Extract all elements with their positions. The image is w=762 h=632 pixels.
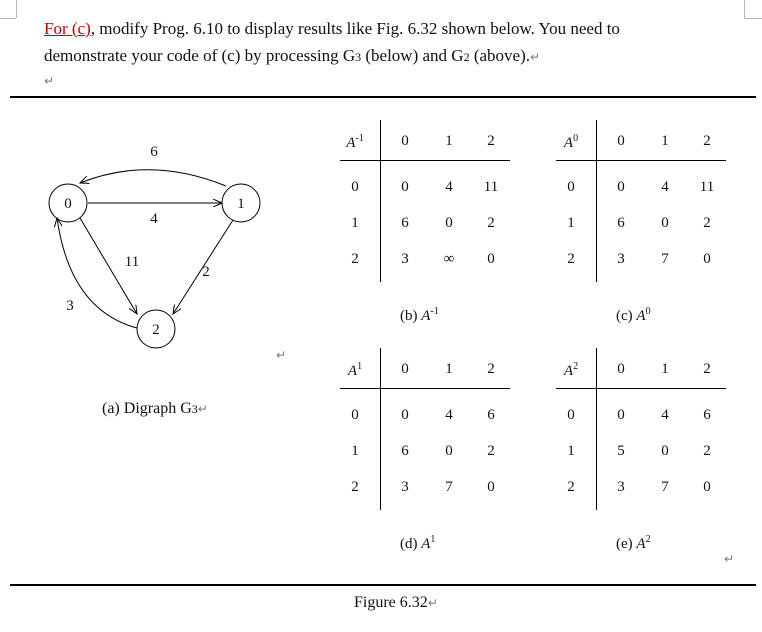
table-e-cell: 0	[661, 443, 669, 459]
table-d-cell: 6	[487, 407, 495, 423]
table-e-cell: 4	[661, 407, 669, 423]
table-c-cell: 2	[703, 215, 711, 231]
table-c-col-header: 1	[661, 133, 669, 149]
table-d-cell: 2	[487, 443, 495, 459]
node-2-label: 2	[152, 322, 160, 338]
crop-mark-top-left-h	[0, 18, 16, 19]
table-b-corner-base: A	[346, 135, 356, 151]
paragraph-line-1	[44, 19, 620, 39]
table-d-row-header: 0	[351, 407, 359, 423]
edge-label-2: 2	[202, 264, 210, 280]
table-b-cell: 0	[487, 251, 495, 267]
table-e-cell: 6	[703, 407, 711, 423]
table-d-row-header: 2	[351, 479, 359, 495]
table-e-caption-prefix: (e)	[616, 536, 637, 552]
table-e-cell: 2	[703, 443, 711, 459]
return-mark-right: ↵	[724, 552, 735, 566]
line1-text: , modify Prog. 6.10 to display results like Fig. 6.32 shown below. You need to	[90, 19, 620, 38]
table-b-caption-prefix: (b)	[400, 308, 422, 324]
table-c-row-header: 0	[567, 179, 575, 195]
table-b-row-header: 0	[351, 179, 359, 195]
crop-mark-top-left-v	[16, 0, 17, 18]
table-d-caption-base: A	[421, 536, 431, 552]
table-c-caption	[616, 306, 651, 325]
table-d-cell: 0	[487, 479, 495, 495]
table-d-col-header: 1	[445, 361, 453, 377]
edge-label-6: 6	[150, 144, 158, 160]
table-b-cell: ∞	[443, 251, 455, 267]
table-b-row-header: 1	[351, 215, 359, 231]
table-e-row-header: 2	[567, 479, 575, 495]
table-c-corner	[556, 130, 586, 152]
table-d-caption-prefix: (d)	[400, 536, 422, 552]
table-d-header-line	[340, 388, 510, 389]
line2-text-c: (above).	[469, 46, 530, 65]
table-c-cell: 0	[703, 251, 711, 267]
digraph-g3	[40, 130, 280, 360]
table-c-cell: 3	[617, 251, 625, 267]
table-d-col-header: 0	[401, 361, 409, 377]
table-e-col-header: 2	[703, 361, 711, 377]
table-e-cell: 0	[617, 407, 625, 423]
table-c-col-header: 2	[703, 133, 711, 149]
table-d-cell: 6	[401, 443, 409, 459]
table-b-col-header: 1	[445, 133, 453, 149]
table-e-corner-sup: 2	[573, 361, 579, 372]
table-b-cell: 3	[401, 251, 409, 267]
digraph-caption-sub: 3	[191, 402, 198, 416]
table-c-corner-sup: 0	[573, 133, 579, 144]
table-e-col-header: 1	[661, 361, 669, 377]
table-c-cell: 0	[617, 179, 625, 195]
paragraph-line-2	[44, 46, 540, 67]
table-d-cell: 4	[445, 407, 453, 423]
table-d-corner-base: A	[347, 363, 358, 379]
digraph-caption-text: (a) Digraph G	[102, 400, 192, 417]
table-c-cell: 11	[699, 179, 715, 195]
return-mark-empty-line: ↵	[44, 74, 55, 88]
table-d-row-line	[380, 348, 381, 510]
table-b-caption-base: A	[421, 308, 431, 324]
table-d-corner-sup: 1	[357, 361, 363, 372]
table-c-cell: 7	[661, 251, 669, 267]
edge-label-4: 4	[150, 211, 158, 227]
top-rule	[10, 96, 756, 98]
table-b-header-line	[340, 160, 510, 161]
table-c-row-line	[596, 120, 597, 282]
line2-text-b: (below) and G	[361, 46, 464, 65]
table-b-cell: 4	[445, 179, 453, 195]
table-e-cell: 7	[661, 479, 669, 495]
table-c-caption-sup: 0	[645, 306, 651, 317]
table-b-cell: 0	[445, 215, 453, 231]
table-b-corner	[340, 130, 370, 152]
return-mark: ↵	[529, 50, 541, 64]
edge-label-3: 3	[66, 298, 74, 314]
edge-1-0	[80, 170, 226, 186]
table-b-corner-sup: -1	[355, 133, 364, 144]
table-b-row-header: 2	[351, 251, 359, 267]
table-c-caption-base: A	[636, 308, 646, 324]
return-mark-caption: ↵	[197, 402, 208, 416]
table-c-corner-base: A	[563, 135, 574, 151]
table-c-col-header: 0	[617, 133, 625, 149]
table-d-col-header: 2	[487, 361, 495, 377]
table-c-header-line	[556, 160, 726, 161]
table-c-row-header: 1	[567, 215, 575, 231]
table-e-corner	[556, 358, 586, 380]
node-1-label: 1	[237, 196, 245, 212]
table-b-row-line	[380, 120, 381, 282]
table-e-header-line	[556, 388, 726, 389]
table-e-col-header: 0	[617, 361, 625, 377]
table-e-row-line	[596, 348, 597, 510]
table-d-cell: 7	[445, 479, 453, 495]
table-d-cell: 3	[401, 479, 409, 495]
table-d-caption	[400, 534, 435, 553]
table-c-row-header: 2	[567, 251, 575, 267]
table-b-caption-sup: -1	[430, 306, 439, 317]
line2-sub-1: 3	[355, 50, 362, 64]
table-c-cell: 6	[617, 215, 625, 231]
table-d-caption-sup: 1	[430, 534, 436, 545]
table-b-col-header: 2	[487, 133, 495, 149]
table-b-caption	[400, 306, 439, 325]
table-e-cell: 5	[617, 443, 625, 459]
line2-sub-2: 2	[463, 50, 470, 64]
figure-caption-text: Figure 6.32	[354, 594, 428, 611]
table-d-row-header: 1	[351, 443, 359, 459]
table-e-caption-base: A	[636, 536, 646, 552]
table-e-caption-sup: 2	[645, 534, 651, 545]
table-e-caption	[616, 534, 651, 553]
node-0-label: 0	[64, 196, 72, 212]
digraph-caption	[102, 400, 208, 418]
table-d-cell: 0	[445, 443, 453, 459]
table-e-corner-base: A	[563, 363, 574, 379]
figure-caption	[354, 594, 438, 612]
edge-label-11: 11	[124, 254, 140, 270]
table-b-cell: 2	[487, 215, 495, 231]
table-c-cell: 4	[661, 179, 669, 195]
crop-mark-top-right-h	[744, 18, 762, 19]
table-b-cell: 0	[401, 179, 409, 195]
table-e-row-header: 0	[567, 407, 575, 423]
bottom-rule	[10, 584, 756, 586]
table-c-caption-prefix: (c)	[616, 308, 637, 324]
table-e-cell: 3	[617, 479, 625, 495]
line2-text-a: demonstrate your code of (c) by processing G	[44, 46, 356, 65]
crop-mark-top-right-v	[744, 0, 745, 18]
table-b-cell: 6	[401, 215, 409, 231]
table-e-cell: 0	[703, 479, 711, 495]
table-b-cell: 11	[483, 179, 499, 195]
table-e-row-header: 1	[567, 443, 575, 459]
table-d-corner	[340, 358, 370, 380]
for-c-link[interactable]: For (c)	[44, 19, 91, 38]
table-d-cell: 0	[401, 407, 409, 423]
table-b-col-header: 0	[401, 133, 409, 149]
return-mark-figure: ↵	[427, 596, 438, 610]
return-mark-middle: ↵	[276, 348, 287, 362]
table-c-cell: 0	[661, 215, 669, 231]
